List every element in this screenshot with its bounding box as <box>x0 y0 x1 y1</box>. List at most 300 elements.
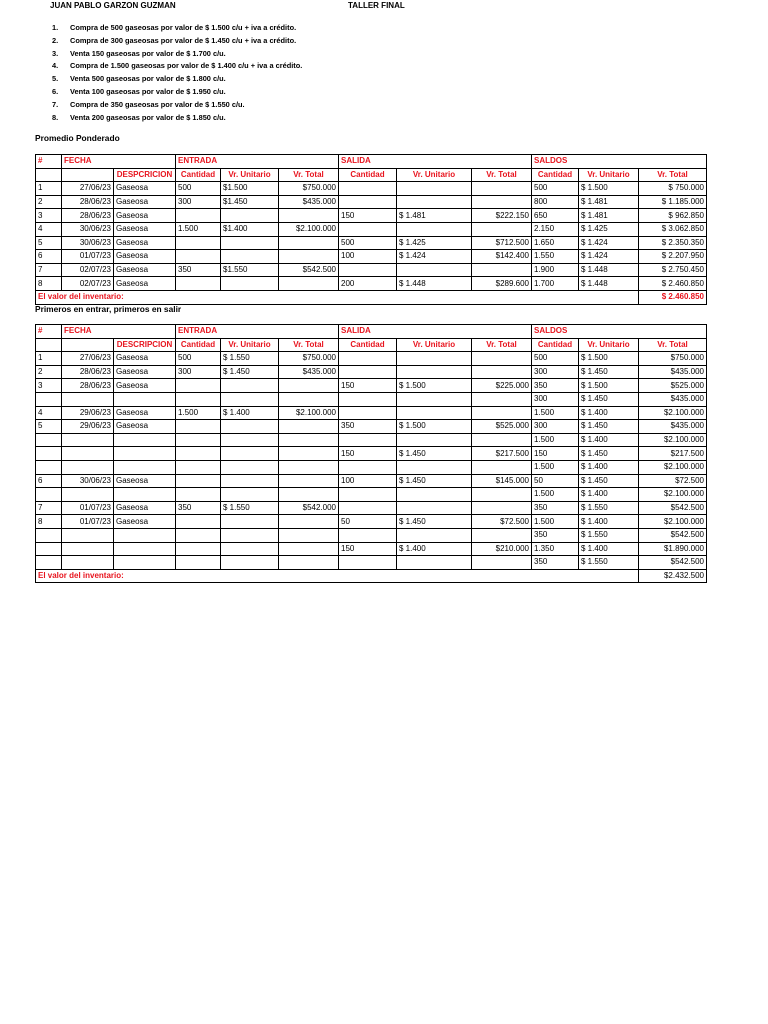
header-salida: SALIDA <box>339 155 532 169</box>
row-number-cell: 3 <box>36 209 62 223</box>
exit-total-cell: $217.500 <box>472 447 532 461</box>
exit-quantity-cell: 150 <box>339 447 397 461</box>
description-cell: Gaseosa <box>114 209 176 223</box>
balance-quantity-cell: 1.500 <box>532 515 579 529</box>
entry-unit-value-cell <box>221 488 279 502</box>
description-cell <box>114 556 176 570</box>
description-cell <box>114 488 176 502</box>
table-row <box>36 501 707 515</box>
exit-unit-value-cell <box>397 406 472 420</box>
exit-total-cell <box>472 406 532 420</box>
balance-unit-value-cell: $ 1.400 <box>579 460 639 474</box>
description-cell: Gaseosa <box>114 379 176 393</box>
date-cell: 28/06/23 <box>62 209 114 223</box>
exit-total-cell: $145.000 <box>472 474 532 488</box>
entry-quantity-cell <box>176 447 221 461</box>
entry-total-cell <box>279 488 339 502</box>
balance-unit-value-cell: $ 1.550 <box>579 556 639 570</box>
date-cell: 01/07/23 <box>62 250 114 264</box>
row-number-cell: 2 <box>36 195 62 209</box>
entry-unit-value-cell: $ 1.550 <box>221 352 279 366</box>
entry-unit-value-cell <box>221 277 279 291</box>
row-number-cell: 1 <box>36 182 62 196</box>
entry-quantity-cell <box>176 250 221 264</box>
balance-total-cell: $542.500 <box>639 528 707 542</box>
balance-quantity-cell: 1.550 <box>532 250 579 264</box>
exercise-number: 2. <box>52 35 59 45</box>
exit-total-cell: $712.500 <box>472 236 532 250</box>
balance-total-cell: $ 2.750.450 <box>639 263 707 277</box>
row-number-cell <box>36 433 62 447</box>
entry-total-cell <box>279 447 339 461</box>
balance-total-cell: $ 962.850 <box>639 209 707 223</box>
date-cell: 27/06/23 <box>62 182 114 196</box>
description-cell: Gaseosa <box>114 222 176 236</box>
inventory-total-label: El valor del inventario: <box>36 569 639 583</box>
exercise-text: Compra de 350 gaseosas por valor de $ 1.550 c/u. <box>70 99 245 109</box>
entry-total-cell: $750.000 <box>279 182 339 196</box>
balance-unit-value-cell: $ 1.400 <box>579 488 639 502</box>
row-number-cell: 2 <box>36 365 62 379</box>
date-cell: 29/06/23 <box>62 420 114 434</box>
balance-unit-value-cell: $ 1.550 <box>579 501 639 515</box>
exit-total-cell <box>472 433 532 447</box>
exit-unit-value-cell: $ 1.481 <box>397 209 472 223</box>
header-salida-unit-value: Vr. Unitario <box>397 168 472 182</box>
exit-quantity-cell: 200 <box>339 277 397 291</box>
balance-total-cell: $72.500 <box>639 474 707 488</box>
entry-unit-value-cell <box>221 379 279 393</box>
header-saldos: SALDOS <box>532 325 707 339</box>
row-number-cell: 6 <box>36 474 62 488</box>
header-entrada-quantity: Cantidad <box>176 168 221 182</box>
balance-total-cell: $435.000 <box>639 392 707 406</box>
entry-unit-value-cell: $ 1.400 <box>221 406 279 420</box>
entry-quantity-cell <box>176 542 221 556</box>
balance-total-cell: $ 2.460.850 <box>639 277 707 291</box>
exercise-text: Venta 200 gaseosas por valor de $ 1.850 c/u. <box>70 112 226 122</box>
header-description: DESPCRICION <box>114 168 176 182</box>
exercise-number: 3. <box>52 48 59 58</box>
exercise-item <box>52 48 302 61</box>
balance-quantity-cell: 500 <box>532 352 579 366</box>
balance-quantity-cell: 500 <box>532 182 579 196</box>
exit-unit-value-cell <box>397 528 472 542</box>
entry-quantity-cell: 300 <box>176 195 221 209</box>
balance-quantity-cell: 350 <box>532 528 579 542</box>
row-number-cell <box>36 542 62 556</box>
exit-unit-value-cell <box>397 195 472 209</box>
table-row <box>36 406 707 420</box>
date-cell: 28/06/23 <box>62 365 114 379</box>
entry-total-cell <box>279 420 339 434</box>
exit-unit-value-cell <box>397 392 472 406</box>
balance-quantity-cell: 150 <box>532 447 579 461</box>
entry-total-cell: $2.100.000 <box>279 406 339 420</box>
header-date: FECHA <box>62 325 176 339</box>
description-cell: Gaseosa <box>114 236 176 250</box>
balance-quantity-cell: 50 <box>532 474 579 488</box>
entry-unit-value-cell <box>221 236 279 250</box>
exit-total-cell <box>472 392 532 406</box>
balance-total-cell: $ 2.207.950 <box>639 250 707 264</box>
entry-unit-value-cell: $1.550 <box>221 263 279 277</box>
description-cell: Gaseosa <box>114 250 176 264</box>
header-saldos: SALDOS <box>532 155 707 169</box>
exit-quantity-cell <box>339 556 397 570</box>
balance-quantity-cell: 1.350 <box>532 542 579 556</box>
table-row <box>36 365 707 379</box>
date-cell: 30/06/23 <box>62 222 114 236</box>
entry-total-cell: $542.000 <box>279 501 339 515</box>
description-cell: Gaseosa <box>114 277 176 291</box>
exercise-text: Compra de 300 gaseosas por valor de $ 1.450 c/u + iva a crédito. <box>70 35 297 45</box>
exercise-item <box>52 99 302 112</box>
entry-quantity-cell: 1.500 <box>176 406 221 420</box>
exit-total-cell <box>472 460 532 474</box>
balance-total-cell: $435.000 <box>639 365 707 379</box>
exercise-text: Venta 500 gaseosas por valor de $ 1.800 c/u. <box>70 74 226 84</box>
balance-unit-value-cell: $ 1.424 <box>579 250 639 264</box>
exercise-text: Compra de 500 gaseosas por valor de $ 1.500 c/u + iva a crédito. <box>70 23 297 32</box>
table-row <box>36 420 707 434</box>
entry-unit-value-cell: $1.500 <box>221 182 279 196</box>
entry-quantity-cell <box>176 515 221 529</box>
balance-quantity-cell: 1.500 <box>532 488 579 502</box>
entry-total-cell <box>279 250 339 264</box>
entry-unit-value-cell <box>221 420 279 434</box>
exercise-list <box>52 22 302 124</box>
exit-unit-value-cell <box>397 182 472 196</box>
entry-quantity-cell <box>176 460 221 474</box>
balance-unit-value-cell: $ 1.400 <box>579 542 639 556</box>
row-number-cell <box>36 556 62 570</box>
date-cell: 01/07/23 <box>62 515 114 529</box>
description-cell: Gaseosa <box>114 365 176 379</box>
row-number-cell: 3 <box>36 379 62 393</box>
date-cell: 27/06/23 <box>62 352 114 366</box>
balance-quantity-cell: 350 <box>532 501 579 515</box>
exit-unit-value-cell <box>397 365 472 379</box>
table-peps <box>35 324 707 583</box>
entry-quantity-cell: 500 <box>176 352 221 366</box>
exit-unit-value-cell: $ 1.450 <box>397 447 472 461</box>
balance-total-cell: $542.500 <box>639 556 707 570</box>
exit-quantity-cell <box>339 433 397 447</box>
date-cell <box>62 542 114 556</box>
header-salida: SALIDA <box>339 325 532 339</box>
balance-unit-value-cell: $ 1.400 <box>579 515 639 529</box>
exit-quantity-cell: 50 <box>339 515 397 529</box>
entry-total-cell: $750.000 <box>279 352 339 366</box>
exit-quantity-cell: 500 <box>339 236 397 250</box>
exit-quantity-cell <box>339 352 397 366</box>
exercise-item <box>52 112 302 125</box>
balance-total-cell: $217.500 <box>639 447 707 461</box>
header-salida-total: Vr. Total <box>472 338 532 352</box>
entry-total-cell <box>279 556 339 570</box>
date-cell: 28/06/23 <box>62 379 114 393</box>
exit-unit-value-cell: $ 1.500 <box>397 420 472 434</box>
entry-unit-value-cell <box>221 433 279 447</box>
date-cell: 29/06/23 <box>62 406 114 420</box>
date-cell <box>62 556 114 570</box>
date-cell <box>62 488 114 502</box>
exercise-item <box>52 86 302 99</box>
inventory-total-value: $ 2.460.850 <box>639 290 707 304</box>
entry-quantity-cell <box>176 556 221 570</box>
row-number-cell <box>36 488 62 502</box>
entry-quantity-cell <box>176 420 221 434</box>
header-saldos-quantity: Cantidad <box>532 168 579 182</box>
exit-quantity-cell <box>339 182 397 196</box>
entry-quantity-cell <box>176 379 221 393</box>
balance-quantity-cell: 350 <box>532 556 579 570</box>
exit-quantity-cell: 100 <box>339 474 397 488</box>
exit-total-cell <box>472 263 532 277</box>
balance-total-cell: $ 2.350.350 <box>639 236 707 250</box>
entry-total-cell: $435.000 <box>279 195 339 209</box>
table-row <box>36 460 707 474</box>
header-date: FECHA <box>62 155 176 169</box>
exit-unit-value-cell: $ 1.450 <box>397 515 472 529</box>
entry-total-cell <box>279 277 339 291</box>
balance-quantity-cell: 350 <box>532 379 579 393</box>
table-row <box>36 542 707 556</box>
exit-total-cell <box>472 556 532 570</box>
entry-unit-value-cell <box>221 460 279 474</box>
exercise-text: Venta 100 gaseosas por valor de $ 1.950 c/u. <box>70 86 226 96</box>
exercise-number: 6. <box>52 86 59 96</box>
row-number-cell: 5 <box>36 420 62 434</box>
exit-unit-value-cell: $ 1.400 <box>397 542 472 556</box>
header-blank-date <box>62 168 114 182</box>
description-cell: Gaseosa <box>114 195 176 209</box>
exit-total-cell <box>472 182 532 196</box>
balance-unit-value-cell: $ 1.448 <box>579 277 639 291</box>
table-row <box>36 433 707 447</box>
balance-quantity-cell: 300 <box>532 392 579 406</box>
exit-total-cell <box>472 528 532 542</box>
row-number-cell: 8 <box>36 277 62 291</box>
inventory-total-row <box>36 290 707 304</box>
header-entrada-total: Vr. Total <box>279 168 339 182</box>
entry-total-cell <box>279 209 339 223</box>
exit-quantity-cell: 100 <box>339 250 397 264</box>
date-cell <box>62 447 114 461</box>
balance-total-cell: $2.100.000 <box>639 460 707 474</box>
balance-total-cell: $ 1.185.000 <box>639 195 707 209</box>
exit-total-cell: $72.500 <box>472 515 532 529</box>
description-cell: Gaseosa <box>114 263 176 277</box>
entry-total-cell <box>279 515 339 529</box>
author-name: JUAN PABLO GARZON GUZMAN <box>50 1 176 10</box>
entry-quantity-cell <box>176 277 221 291</box>
date-cell: 02/07/23 <box>62 263 114 277</box>
balance-quantity-cell: 300 <box>532 420 579 434</box>
balance-total-cell: $542.500 <box>639 501 707 515</box>
header-entrada-total: Vr. Total <box>279 338 339 352</box>
entry-unit-value-cell <box>221 556 279 570</box>
table-row <box>36 236 707 250</box>
header-entrada-unit-value: Vr. Unitario <box>221 338 279 352</box>
entry-unit-value-cell: $1.450 <box>221 195 279 209</box>
exit-total-cell <box>472 501 532 515</box>
balance-unit-value-cell: $ 1.450 <box>579 447 639 461</box>
entry-quantity-cell <box>176 488 221 502</box>
entry-quantity-cell: 350 <box>176 263 221 277</box>
balance-total-cell: $2.100.000 <box>639 488 707 502</box>
header-entrada: ENTRADA <box>176 325 339 339</box>
exit-quantity-cell: 350 <box>339 420 397 434</box>
entry-unit-value-cell <box>221 528 279 542</box>
table-row <box>36 222 707 236</box>
exercise-text: Venta 150 gaseosas por valor de $ 1.700 c/u. <box>70 48 226 58</box>
entry-total-cell <box>279 236 339 250</box>
document-title: TALLER FINAL <box>348 1 405 10</box>
date-cell: 30/06/23 <box>62 236 114 250</box>
exit-quantity-cell <box>339 501 397 515</box>
description-cell: Gaseosa <box>114 501 176 515</box>
header-number: # <box>36 325 62 339</box>
header-entrada-quantity: Cantidad <box>176 338 221 352</box>
inventory-total-row <box>36 569 707 583</box>
exit-quantity-cell <box>339 460 397 474</box>
exit-quantity-cell: 150 <box>339 542 397 556</box>
description-cell: Gaseosa <box>114 420 176 434</box>
exit-unit-value-cell: $ 1.500 <box>397 379 472 393</box>
exit-unit-value-cell <box>397 556 472 570</box>
balance-quantity-cell: 650 <box>532 209 579 223</box>
exercise-item <box>52 60 302 73</box>
row-number-cell: 7 <box>36 263 62 277</box>
exercise-number: 8. <box>52 112 59 122</box>
table-row <box>36 209 707 223</box>
exit-total-cell: $289.600 <box>472 277 532 291</box>
entry-total-cell <box>279 474 339 488</box>
header-saldos-unit-value: Vr. Unitario <box>579 168 639 182</box>
date-cell: 01/07/23 <box>62 501 114 515</box>
description-cell <box>114 460 176 474</box>
exit-quantity-cell <box>339 195 397 209</box>
entry-total-cell <box>279 392 339 406</box>
table-row <box>36 277 707 291</box>
header-description: DESCRIPCION <box>114 338 176 352</box>
row-number-cell: 4 <box>36 406 62 420</box>
table-row <box>36 528 707 542</box>
entry-quantity-cell: 1.500 <box>176 222 221 236</box>
row-number-cell: 1 <box>36 352 62 366</box>
entry-quantity-cell <box>176 433 221 447</box>
header-row-groups <box>36 325 707 339</box>
exit-unit-value-cell <box>397 501 472 515</box>
entry-total-cell <box>279 460 339 474</box>
description-cell <box>114 392 176 406</box>
entry-unit-value-cell <box>221 447 279 461</box>
row-number-cell: 6 <box>36 250 62 264</box>
entry-total-cell <box>279 528 339 542</box>
entry-quantity-cell <box>176 236 221 250</box>
header-entrada-unit-value: Vr. Unitario <box>221 168 279 182</box>
header-saldos-total: Vr. Total <box>639 168 707 182</box>
exercise-number: 4. <box>52 61 59 71</box>
balance-unit-value-cell: $ 1.500 <box>579 379 639 393</box>
header-blank-number <box>36 338 62 352</box>
header-salida-total: Vr. Total <box>472 168 532 182</box>
description-cell <box>114 528 176 542</box>
exit-unit-value-cell: $ 1.450 <box>397 474 472 488</box>
table-row <box>36 474 707 488</box>
section-title-peps: Primeros en entrar, primeros en salir <box>35 304 182 314</box>
balance-unit-value-cell: $ 1.481 <box>579 209 639 223</box>
entry-quantity-cell <box>176 209 221 223</box>
balance-total-cell: $ 3.062.850 <box>639 222 707 236</box>
balance-quantity-cell: 300 <box>532 365 579 379</box>
header-salida-quantity: Cantidad <box>339 168 397 182</box>
exercise-number: 7. <box>52 99 59 109</box>
header-row-columns <box>36 168 707 182</box>
exit-quantity-cell <box>339 392 397 406</box>
exit-unit-value-cell <box>397 460 472 474</box>
entry-total-cell: $435.000 <box>279 365 339 379</box>
table-row <box>36 392 707 406</box>
exercise-number: 5. <box>52 74 59 84</box>
balance-total-cell: $525.000 <box>639 379 707 393</box>
exit-total-cell: $142.400 <box>472 250 532 264</box>
balance-total-cell: $ 750.000 <box>639 182 707 196</box>
date-cell <box>62 460 114 474</box>
entry-unit-value-cell <box>221 209 279 223</box>
exit-unit-value-cell: $ 1.448 <box>397 277 472 291</box>
table-row <box>36 352 707 366</box>
table-row <box>36 447 707 461</box>
inventory-total-label: El valor del inventario: <box>36 290 639 304</box>
balance-quantity-cell: 800 <box>532 195 579 209</box>
date-cell: 02/07/23 <box>62 277 114 291</box>
date-cell: 28/06/23 <box>62 195 114 209</box>
balance-unit-value-cell: $ 1.424 <box>579 236 639 250</box>
description-cell: Gaseosa <box>114 474 176 488</box>
exit-quantity-cell <box>339 222 397 236</box>
entry-quantity-cell: 500 <box>176 182 221 196</box>
exit-quantity-cell <box>339 365 397 379</box>
balance-quantity-cell: 1.650 <box>532 236 579 250</box>
balance-unit-value-cell: $ 1.425 <box>579 222 639 236</box>
exit-total-cell <box>472 222 532 236</box>
exit-unit-value-cell <box>397 433 472 447</box>
table-row <box>36 250 707 264</box>
exit-quantity-cell: 150 <box>339 209 397 223</box>
row-number-cell: 8 <box>36 515 62 529</box>
header-saldos-unit-value: Vr. Unitario <box>579 338 639 352</box>
exit-total-cell <box>472 195 532 209</box>
row-number-cell: 4 <box>36 222 62 236</box>
entry-quantity-cell <box>176 528 221 542</box>
entry-total-cell <box>279 542 339 556</box>
exit-unit-value-cell <box>397 352 472 366</box>
exit-unit-value-cell <box>397 263 472 277</box>
header-salida-unit-value: Vr. Unitario <box>397 338 472 352</box>
exit-total-cell: $525.000 <box>472 420 532 434</box>
balance-total-cell: $2.100.000 <box>639 406 707 420</box>
exit-unit-value-cell: $ 1.424 <box>397 250 472 264</box>
exit-total-cell <box>472 488 532 502</box>
header-saldos-quantity: Cantidad <box>532 338 579 352</box>
entry-total-cell: $2.100.000 <box>279 222 339 236</box>
date-cell: 30/06/23 <box>62 474 114 488</box>
exit-quantity-cell <box>339 528 397 542</box>
balance-total-cell: $1.890.000 <box>639 542 707 556</box>
